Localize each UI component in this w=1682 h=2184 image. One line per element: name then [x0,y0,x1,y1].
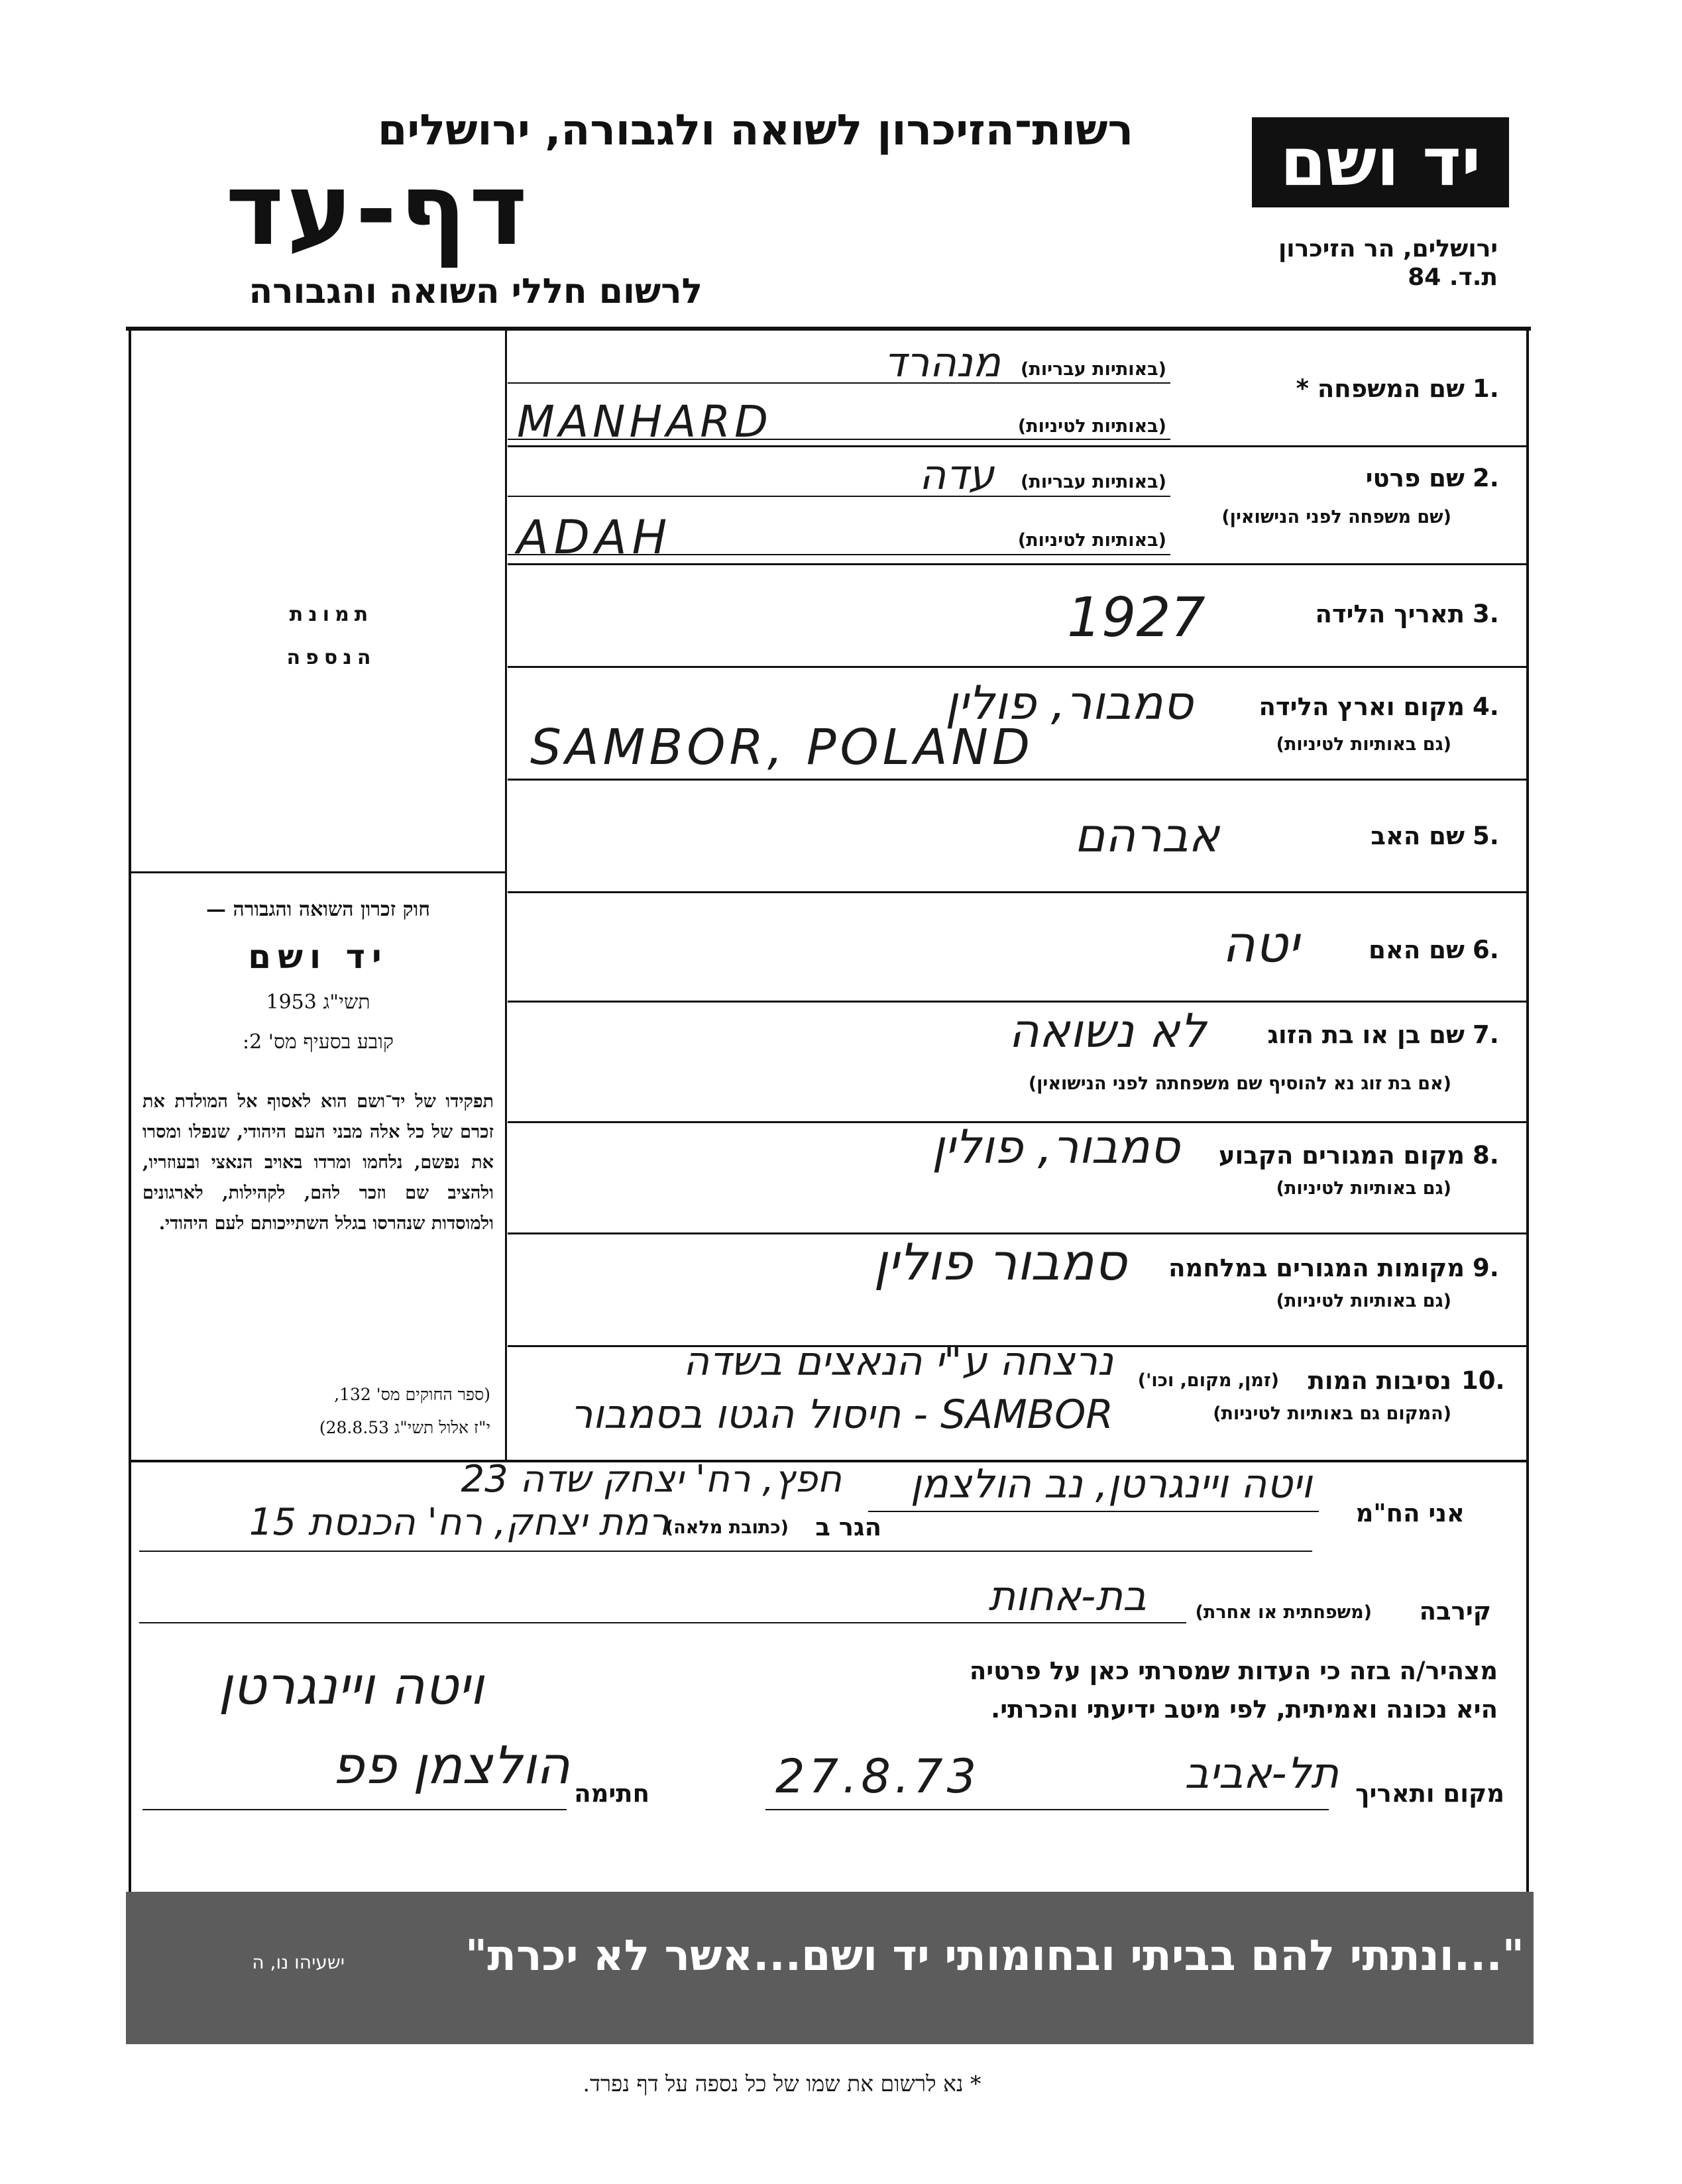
field-3-label: תאריך הלידה [1315,600,1465,628]
law-reference-line-2: י"ז אלול תשי"ג 28.8.53) [319,1418,490,1437]
signature-label: חתימה [574,1779,649,1808]
field-9-value: סמבור פולין [873,1232,1127,1291]
field-10-value-line-1: נרצחה ע"י הנאצים בשדה [683,1338,1113,1385]
field-4-number: 4. [1473,692,1499,721]
photo-box-bottom [130,871,506,873]
law-heading: חוק זכרון השואה והגבורה — [206,898,430,921]
relation-label: קירבה [1419,1597,1491,1625]
field-9-sub: (גם באותיות לטיניות) [1276,1291,1451,1311]
law-section: קובע בסעיף מס' 2: [243,1030,394,1054]
field-10-value-line-2: SAMBOR - חיסול הגטו בסמבור [570,1392,1113,1438]
field-1-value-hebrew: מנהרד [883,338,1001,386]
field-4-value-hebrew: סמבור, פולין [945,676,1193,730]
law-reference-line-1: (ספר החוקים מס' 132, [334,1385,490,1404]
form-left-border [129,327,131,1897]
field-5-label: שם האב [1371,822,1465,850]
witness-name-label: אני הח"מ [1355,1499,1465,1527]
witness-address-underline [139,1551,1312,1552]
declaration-line-2: היא נכונה ואמיתית, לפי מיטב ידיעתי והכרתי. [991,1695,1498,1723]
field-2-hint-hebrew: (באותיות עבריות) [1021,472,1166,492]
declarant-signature: ויטה ויינגרטן [218,1657,484,1716]
field-1-hint-latin: (באותיות לטיניות) [1017,416,1166,437]
field-5-number: 5. [1473,822,1499,850]
field-4-value-latin: SAMBOR, POLAND [530,719,1034,776]
witness-address-value-2: רמת יצחק, רח' הכנסת 15 [249,1501,669,1544]
field-9-number: 9. [1473,1254,1499,1282]
field-9-label: מקומות המגורים במלחמה [1168,1254,1465,1282]
logo-address-line-1: ירושלים, הר הזיכרון [1278,235,1498,262]
page-subtitle: לרשום חללי השואה והגבורה [249,272,702,311]
field-4-sub: (גם באותיות לטיניות) [1276,734,1451,755]
field-6-number: 6. [1473,936,1499,964]
field-7-label: שם בן או בת הזוג [1267,1020,1465,1049]
banner-quote: "...ונתתי להם בביתי ובחומותי יד ושם...אשר לא יכרת" [465,1932,1524,1981]
field-10-sub: (המקום גם באותיות לטיניות) [1213,1403,1451,1424]
field-10-label-hint: (זמן, מקום, וכו') [1137,1370,1279,1391]
row-divider [508,891,1527,893]
law-text: תפקידו של יד־ושם הוא לאסוף אל המולדת את זכרם של כל אלה מבני העם היהודי, שנפלו ומסרו את נפשם, נלחמו ומרדו באויב הנאצי ובעוזריו, ולהציב שם וזכר להם, לקהילות, לארגונים ולמוסדות שנהרסו בגלל השתייכותם לעם היהודי. [142,1091,494,1234]
field-6-label: שם האם [1369,936,1465,964]
page-title: דף-עד [225,152,530,268]
field-10-label: נסיבות המות [1308,1366,1451,1395]
field-4-label: מקום וארץ הלידה [1259,692,1465,721]
date-value: 27.8.73 [775,1749,981,1804]
relation-value: בת-אחות [988,1572,1147,1620]
field-7-value: לא נשואה [1008,1004,1206,1058]
field-8-number: 8. [1473,1141,1499,1170]
field-2-sub: (שם משפחה לפני הנישואין) [1221,507,1451,527]
declaration-line-1: מצהיר/ה בזה כי העדות שמסרתי כאן על פרטיה [969,1657,1498,1685]
field-7-number: 7. [1473,1020,1499,1049]
field-2-number: 2. [1473,464,1499,492]
law-year: תשי"ג 1953 [266,991,370,1014]
field-10-number: 10. [1461,1366,1505,1395]
field-3-value: 1927 [1067,586,1205,649]
witness-address-label: הגר ב [815,1513,881,1541]
field-1-number: 1. [1473,374,1499,403]
footnote: * נא לרשום את שמו של כל נספה על דף נפרד. [583,2071,981,2097]
place-date-underline [765,1809,1329,1810]
witness-name-underline [868,1511,1319,1512]
field-2-hint-latin: (באותיות לטיניות) [1017,530,1166,551]
field-1-label: שם המשפחה * [1296,374,1465,403]
law-name: יד ושם [248,938,388,976]
row-divider [508,1001,1527,1003]
field-1-value-latin: MANHARD [517,396,772,447]
field-8-value: סמבור, פולין [932,1120,1180,1174]
relation-hint: (משפחתית או אחרת) [1195,1602,1372,1623]
row-divider [508,779,1527,781]
relation-underline [139,1622,1186,1623]
field-1-hint-hebrew: (באותיות עבריות) [1021,359,1166,380]
row-divider [508,666,1527,668]
field-7-sub: (אם בת זוג נא להוסיף שם משפחתה לפני הנישואין) [1028,1073,1451,1094]
field-2-label: שם פרטי [1365,464,1465,492]
signature-value: הולצמן פפ [331,1736,570,1796]
form-top-border [126,327,1531,331]
sidebar-divider [505,329,507,1461]
field-3-number: 3. [1473,600,1499,628]
photo-label-line-1: תמונת [289,603,374,626]
logo-text: יד ושם [1280,123,1481,201]
witness-name-value: ויטה ויינגרטן, נב הולצמן [910,1461,1312,1507]
field-8-label: מקום המגורים הקבוע [1218,1141,1465,1170]
witness-address-hint: (כתובת מלאה) [665,1517,789,1538]
photo-label-line-2: הנספה [286,646,376,669]
field-2-value-hebrew: עדה [919,451,994,499]
logo-address-line-2: ת.ד. 84 [1408,264,1498,291]
place-date-label: מקום ותאריך [1355,1779,1504,1808]
witness-address-value-1: חפץ, רח' יצחק שדה 23 [461,1458,842,1501]
field-8-sub: (גם באותיות לטיניות) [1276,1178,1451,1199]
form-right-border [1526,327,1529,1897]
field-5-value: אברהם [1074,808,1219,863]
field-6-value: יטה [1222,914,1299,973]
authority-title: רשות־הזיכרון לשואה ולגבורה, ירושלים [377,106,1133,155]
field-2-value-latin: ADAH [517,510,673,565]
banner-source: ישעיהו נו, ה [252,1951,345,1973]
place-value: תל-אביב [1184,1749,1339,1798]
signature-underline [142,1809,567,1810]
